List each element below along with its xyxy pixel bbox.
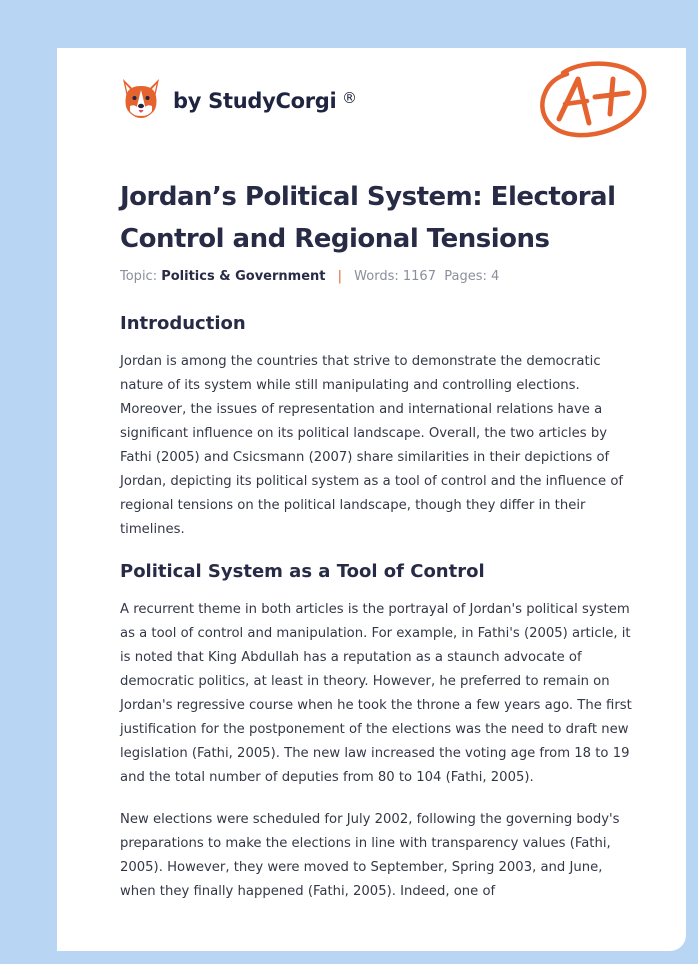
words-label: Words: (354, 269, 399, 284)
document-meta (120, 269, 499, 284)
brand-name: by StudyCorgi (173, 89, 337, 113)
corgi-logo-icon (120, 76, 162, 120)
section-heading: Introduction (120, 313, 246, 334)
topic-link[interactable]: Politics & Government (161, 269, 326, 284)
pages-count: 4 (491, 269, 500, 284)
document-title: Jordan’s Political System: Electoral Control and Regional Tensions (120, 182, 616, 254)
registered-mark: ® (342, 89, 357, 107)
meta-separator: | (337, 269, 343, 284)
section-heading: Political System as a Tool of Control (120, 561, 485, 582)
paragraph: New elections were scheduled for July 2002, following the governing body's preparations to make the elections in line with transparency values (Fathi, 2005). However, they were moved to September, Spring 2003, and June, when they finally happened (Fathi, 2005). Indeed, one of (120, 812, 620, 899)
paragraph: A recurrent theme in both articles is the portrayal of Jordan's political system as a tool of control and manipulation. For example, in Fathi's (2005) article, it is noted that King Abdullah has a reputation as a staunch advocate of democratic politics, at least in theory. However, he preferred to remain on Jordan's regressive course when he took the throne a few years ago. The first justification for the postponement of the elections was the need to draft new legislation (Fathi, 2005). The new law increased the voting age from 18 to 19 and the total number of deputies from 80 to 104 (Fathi, 2005). (120, 602, 632, 785)
words-count: 1167 (402, 269, 436, 284)
brand-header[interactable] (120, 76, 357, 120)
document-body (120, 312, 632, 904)
grade-a-plus-stamp (537, 59, 649, 139)
document-page (57, 48, 686, 951)
topic-label: Topic: (120, 269, 158, 284)
pages-label: Pages: (444, 269, 487, 284)
paragraph: Jordan is among the countries that strive to demonstrate the democratic nature of its system while still manipulating and controlling elections. Moreover, the issues of representation and international relations have a significant influence on its political landscape. Overall, the two articles by Fathi (2005) and Csicsmann (2007) share similarities in their depictions of Jordan, depicting its political system as a tool of control and the influence of regional tensions on the political landscape, though they differ in their timelines. (120, 354, 624, 537)
